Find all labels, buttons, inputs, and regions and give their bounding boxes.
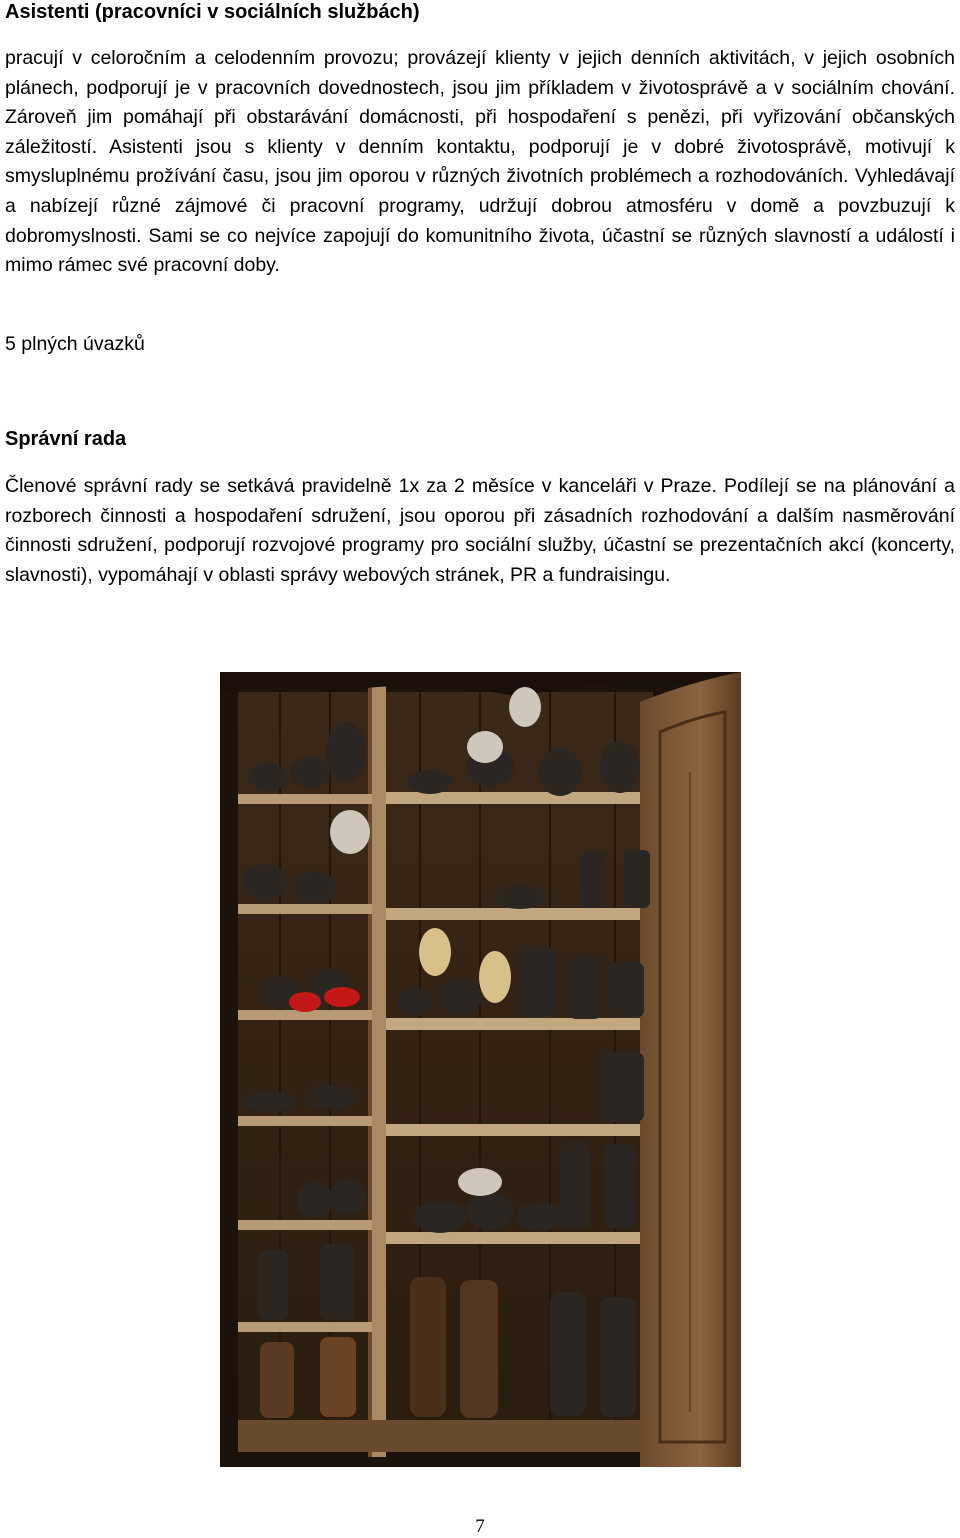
board-paragraph: Členové správní rady se setkává pravidelně 1x za 2 měsíce v kanceláři v Praze. Podílejí se na plánování a rozborech činnosti a hospodaření sdružení, jsou oporou při zásadních rozhodování a dalším nasměrování činnosti sdružení, podporují rozvojové programy pro sociální služby, účastní se prezentačních akcí (koncerty, slavnosti), vypomáhají v oblasti správy webových stránek, PR a fundraisingu. [5, 475, 955, 586]
assistants-fte: 5 plných úvazků [5, 333, 145, 355]
page-number: 7 [475, 1516, 485, 1537]
section-heading-board: Správní rada [5, 428, 127, 450]
shoe-cabinet-photo [220, 672, 741, 1467]
section-heading-assistants: Asistenti (pracovníci v sociálních službách) [5, 1, 420, 23]
assistants-paragraph: pracují v celoročním a celodenním provozu; provázejí klienty v jejich denních aktivitách, v jejich osobních plánech, podporují je v pracovních dovednostech, jsou jim příkladem v životosprávě a v sociálním chování. Zároveň jim pomáhají při obstarávání domácnosti, při hospodaření s penězi, při vyřizování občanských záležitostí. Asistenti jsou s klienty v denním kontaktu, podporují je v dobré životosprávě, motivují k smysluplnému prožívání času, jsou jim oporou v různých životních problémech a rozhodováních. Vyhledávají a nabízejí různé zájmové či pracovní programy, udržují dobrou atmosféru v domě a povzbuzují k dobromyslnosti. Sami se co nejvíce zapojují do komunitního života, účastní se různých slavností a událostí i mimo rámec své pracovní doby. [5, 47, 955, 277]
